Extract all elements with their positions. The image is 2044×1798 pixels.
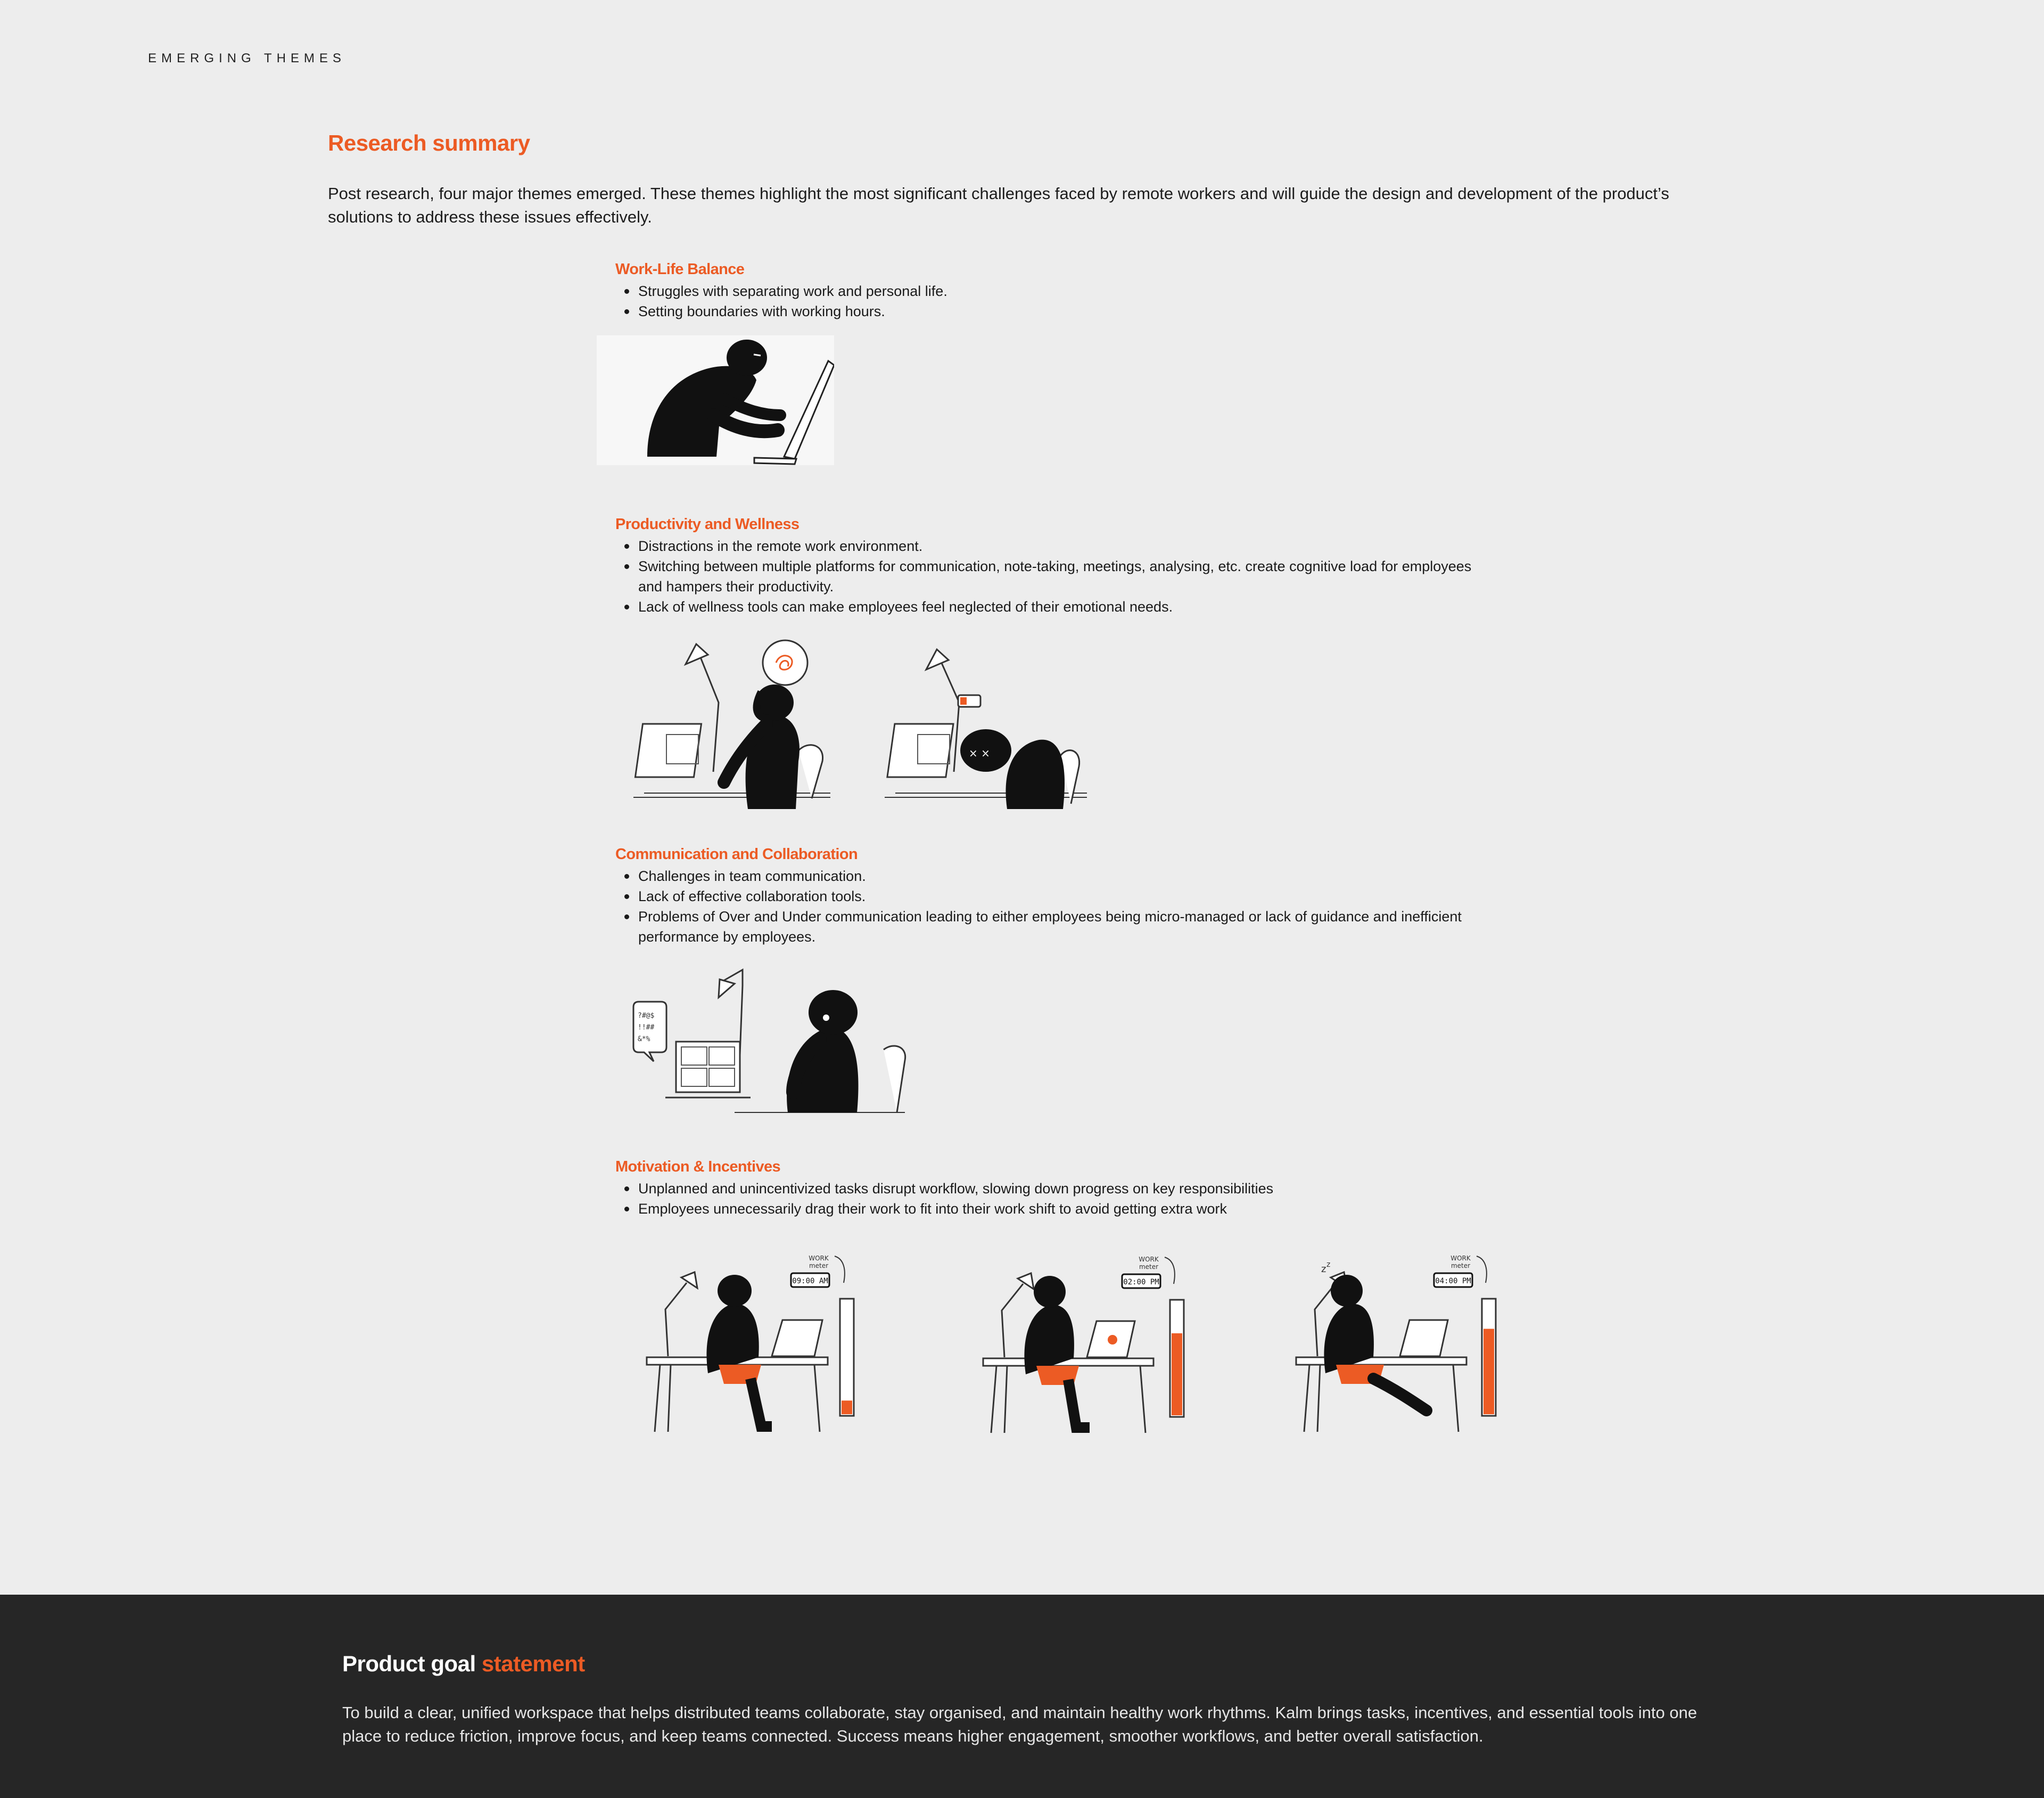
theme-points — [615, 866, 1494, 947]
cognitive-overload-illustration — [633, 639, 830, 809]
product-goal-title-main: Product goal — [342, 1651, 476, 1676]
work-meter-time: 04:00 PM — [1435, 1277, 1471, 1285]
work-meter-label: meter — [1450, 1262, 1471, 1269]
theme-point: Distractions in the remote work environment. — [615, 536, 1494, 556]
theme-title: Productivity and Wellness — [615, 516, 800, 533]
product-goal-section — [0, 1595, 2044, 1798]
svg-text:× ×: × × — [969, 747, 990, 760]
theme-points — [615, 1178, 1494, 1219]
svg-text:z: z — [1326, 1260, 1331, 1269]
work-meter-label: WORK — [809, 1255, 829, 1262]
work-meter-panel-afternoon — [975, 1252, 1199, 1444]
work-meter-time: 02:00 PM — [1123, 1278, 1159, 1286]
work-life-balance-illustration — [597, 335, 834, 465]
svg-text:&*%: &*% — [638, 1035, 650, 1043]
theme-point: Struggles with separating work and personal life. — [615, 281, 1494, 301]
theme-point: Challenges in team communication. — [615, 866, 1494, 886]
product-goal-body: To build a clear, unified workspace that helps distributed teams collaborate, stay organised, and maintain healthy work rhythms. Kalm brings tasks, incentives, and essential tools into one place to reduce friction, improve focus, and keep teams connected. Success means higher engagement, smoother workflows, and better overall satisfaction. — [342, 1703, 1697, 1745]
product-goal-title — [342, 1651, 585, 1677]
work-meter-fill — [842, 1400, 852, 1414]
burnout-illustration — [885, 644, 1087, 809]
section-label: EMERGING THEMES — [148, 51, 346, 65]
theme-point: Switching between multiple platforms for communication, note-taking, meetings, analysing, etc. create cognitive load for employees and hampers their productivity. — [615, 556, 1494, 597]
theme-title: Motivation & Incentives — [615, 1158, 781, 1175]
product-goal-title-accent: statement — [481, 1651, 585, 1676]
theme-title: Communication and Collaboration — [615, 846, 858, 863]
theme-communication-and-collaboration — [615, 845, 1494, 947]
svg-text:?#@$: ?#@$ — [638, 1012, 655, 1020]
work-meter-label: WORK — [1450, 1255, 1471, 1262]
work-meter-label: meter — [809, 1262, 829, 1269]
work-meter-time: 09:00 AM — [792, 1277, 828, 1285]
theme-point: Employees unnecessarily drag their work to fit into their work shift to avoid getting extra work — [615, 1199, 1494, 1219]
research-summary-title: Research summary — [328, 130, 530, 155]
theme-point: Lack of effective collaboration tools. — [615, 886, 1494, 906]
work-meter-panel-late-afternoon — [1288, 1251, 1512, 1442]
theme-points — [615, 536, 1494, 617]
theme-point: Lack of wellness tools can make employees feel neglected of their emotional needs. — [615, 597, 1494, 617]
theme-points — [615, 281, 1494, 321]
work-meter-label: meter — [1139, 1263, 1159, 1271]
work-meter-fill — [1483, 1329, 1494, 1415]
research-intro: Post research, four major themes emerged. These themes highlight the most significant challenges faced by remote workers and will guide the design and development of the product’s solutions to address these issues effectively. — [328, 184, 1669, 226]
svg-text:z: z — [1321, 1264, 1326, 1275]
theme-motivation-and-incentives — [615, 1157, 1494, 1219]
theme-productivity-and-wellness — [615, 515, 1494, 617]
work-meter-label: WORK — [1139, 1256, 1159, 1263]
theme-work-life-balance — [615, 260, 1494, 321]
work-meter-fill — [1172, 1333, 1182, 1415]
theme-point: Problems of Over and Under communication leading to either employees being micro-managed or lack of guidance and inefficient performance by employees. — [615, 906, 1494, 947]
theme-point: Unplanned and unincentivized tasks disrupt workflow, slowing down progress on key responsibilities — [615, 1178, 1494, 1199]
theme-point: Setting boundaries with working hours. — [615, 301, 1494, 321]
work-meter-panel-morning — [639, 1251, 862, 1442]
svg-text:!!##: !!## — [638, 1024, 655, 1032]
theme-title: Work-Life Balance — [615, 261, 745, 278]
communication-illustration — [628, 964, 916, 1114]
